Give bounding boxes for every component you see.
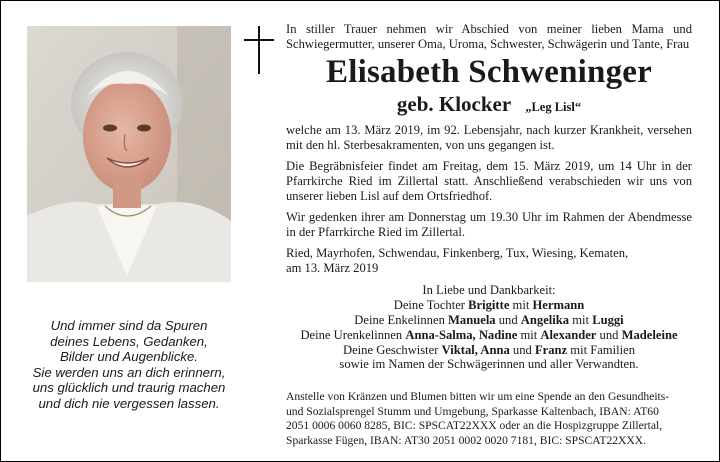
donation-line: Anstelle von Kränzen und Blumen bitten wir um eine Spende an den Gesundheits- [286,390,670,403]
mourner-name: Anna-Salma, Nadine [405,327,518,342]
place-date: am 13. März 2019 [286,261,379,276]
connector-text: mit [517,327,541,342]
connector-text: mit Familien [567,342,635,357]
donation-line: Sparkasse Fügen, IBAN: AT30 2051 0002 0020 7181, BIC: SPSCAT22XXX. [286,433,647,447]
donation-line: 2051 0006 0060 8285, BIC: SPSCAT22XXX oder an die Hospizgruppe Zillertal, [286,419,663,433]
mourner-closing: sowie im Namen der Schwägerinnen und aller Verwandten. [339,357,639,372]
mass-info: Wir gedenken ihrer am Donnerstag um 19.30 Uhr im Rahmen der Abendmesse in der Pfarrkirche Ried im Zillertal. [286,209,692,240]
mourner-relation: Deine Tochter [393,298,469,313]
connector-text: mit [509,298,533,313]
maiden-name: geb. Klocker [396,91,512,116]
mourners-list [286,283,692,372]
mourner-relation: Deine Urenkelinnen [300,327,406,342]
connector-text: mit [569,313,593,328]
deceased-name: Elisabeth Schweninger [326,53,652,90]
mourner-line-grandchildren [286,313,692,328]
funeral-info: Die Begräbnisfeier findet am Freitag, dem 15. März 2019, um 14 Uhr in der Pfarrkirche Ried im Zillertal statt. Anschließend verabschieden wir uns von unserer lieben Lisl auf dem Ortsfriedhof. [286,158,692,204]
poem-line: deines Lebens, Gedanken, [50,333,208,349]
mourner-name: Alexander [540,327,597,342]
nickname: „Leg Lisl“ [525,99,582,114]
places-line: Ried, Mayrhofen, Schwendau, Finkenberg, Tux, Wiesing, Kematen, [286,245,629,260]
mourner-relation: Deine Geschwister [343,342,442,357]
mourner-line-daughter [286,298,692,313]
memorial-poem [14,318,244,412]
poem-line: Und immer sind da Spuren [50,318,208,333]
mourner-line-siblings [286,343,692,358]
mourner-name: Angelika [520,313,570,328]
obituary-text [286,22,692,372]
donation-line: und Sozialsprengel Stumm und Umgebung, Sparkasse Kaltenbach, IBAN: AT60 [286,404,659,418]
mourner-line-great-grandchildren [286,328,692,343]
mourner-name: Viktal, Anna [441,342,510,357]
mourner-name: Franz [534,342,568,357]
poem-line: uns glücklich und traurig machen [32,380,226,396]
mourner-name: Manuela [448,313,496,328]
mourner-name: Hermann [532,298,585,313]
maiden-name-line [286,92,692,119]
poem-line: Bilder und Augenblicke. [59,349,199,365]
poem-line: und dich nie vergessen lassen. [38,395,220,411]
connector-text: und [509,342,535,357]
portrait-photo [27,26,231,282]
intro-text: In stiller Trauer nehmen wir Abschied von meiner lieben Mama und Schwiegermutter, unserer Oma, Uroma, Schwester, Schwägerin und Tante, Frau [286,22,692,52]
mourner-relation: Deine Enkelinnen [354,313,449,328]
cross-icon [243,26,275,79]
mourner-name: Luggi [592,313,624,328]
thanks-heading: In Liebe und Dankbarkeit: [422,283,556,298]
mourner-name: Brigitte [468,298,510,313]
donation-note [286,390,694,448]
connector-text: und [495,313,521,328]
poem-line: Sie werden uns an dich erinnern, [32,364,226,380]
connector-text: und [596,327,622,342]
mourner-name: Madeleine [621,327,678,342]
death-notice: welche am 13. März 2019, im 92. Lebensjahr, nach kurzer Krankheit, versehen mit den hl. Sterbesakramenten, von uns gegangen ist. [286,122,692,153]
